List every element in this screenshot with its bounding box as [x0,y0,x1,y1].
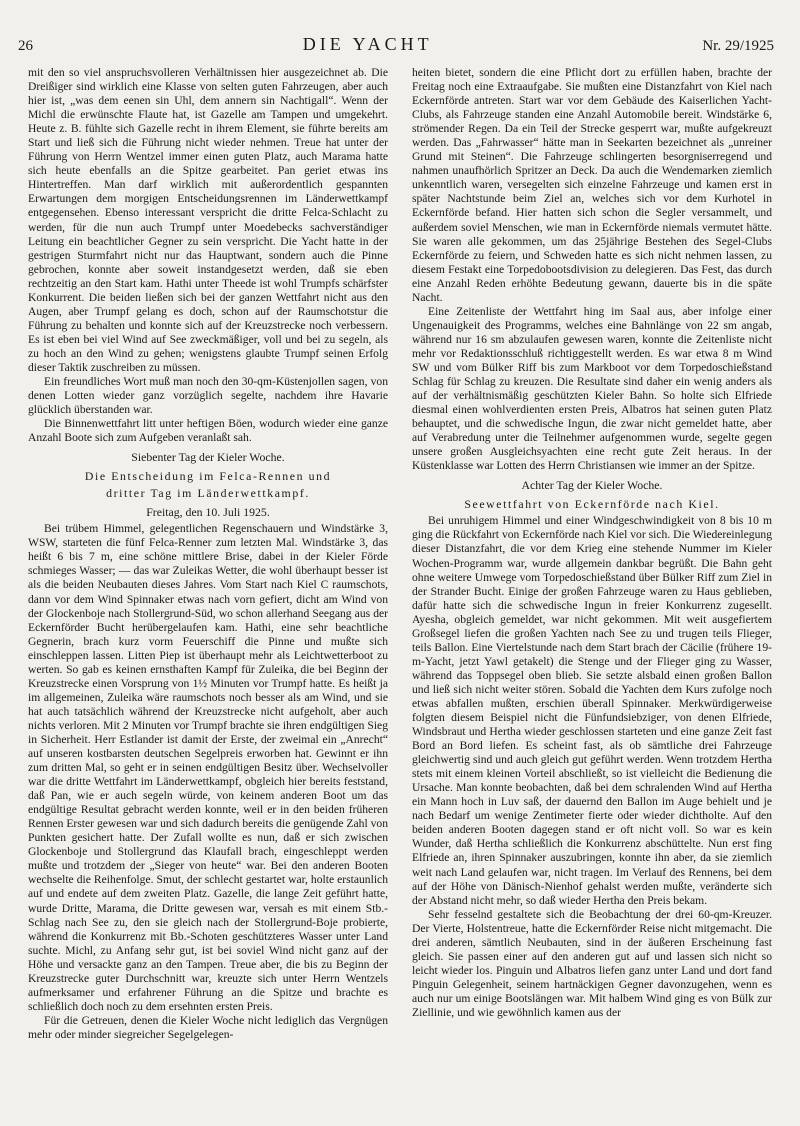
section-heading-day8: Achter Tag der Kieler Woche. [521,478,663,493]
issue-number: Nr. 29/1925 [702,38,774,54]
paragraph: Bei trübem Himmel, gelegentlichen Regenschauern und Windstärke 3, WSW, starteten die fünf Felca-Renner zum letzten Mal. Windstärke 3, das heißt 6 bis 7 m, eine schöne mittlere Brise, dabei in der Kieler Förde schmieges Wasser; — das war Zuleikas Wetter, die wohl überhaupt besser ist als die beiden Neubauten dieses Jahres. Vom Start nach Kiel C raumschots, dann vor dem Wind Spinnaker etwas nach vorn gefiert, dicht am Wind von der Glockenboje nach Stollergrund-Süd, wo schon allerhand Seegang aus der Eckernförder Bucht herübergelaufen kam. Hathi, eine sehr beachtliche Gegnerin, brach kurz vorm Feuerschiff die Pinne und mußte sich einschleppen lassen. Litten Piep ist überhaupt mehr als Leichtwetterboot zu werten. So gab es keinen ernsthaften Kampf für Zuleika, die bei Beginn der Kreuzstrecke einen Vorsprung von 1½ Minuten vor Trumpf hatte. Es heißt ja im allgemeinen, Zuleika wäre raumschots noch besser als am Wind, und sie hat auch tatsächlich während der Kreuzstrecke nicht aufgeholt, aber auch nichts verloren. Mit 2 Minuten vor Trumpf brachte sie ihren endgültigen Sieg in Sicherheit. Herr Estlander ist damit der Erste, der zweimal ein „Anrecht“ auf unseren kostbarsten deutschen Segelpreis erworben hat. Gewinnt er ihn zum dritten Mal, so geht er in seinen endgültigen Besitz über. Wechselvoller war die dritte Wettfahrt im Länderwettkampf, obgleich hier bereits feststand, daß Pan, wie er auch segeln würde, von keinem anderen Boot um das endgültige Resultat gebracht werden konnte, weil er in den beiden früheren Rennen Erster gewesen war und sich dadurch bereits die genügende Zahl von Punkten gesichert hatte. Der Zufall wollte es nun, daß er sich zwischen Glockenboje und Stollergrund das Klaufall brach, eingeschleppt werden mußte und trotzdem der „Sieger von heute“ war. Bei den anderen Booten wechselte die Reihenfolge. Smut, der schlecht gestartet war, holte erstaunlich auf und endete auf dem zweiten Platz. Gazelle, die lange Zeit geführt hatte, wurde Dritte, Marama, die Dritte gewesen war, versah es mit einem Stb.-Schlag nach See zu, den sie gleich nach der Stollergrund-Boje probierte, während die Konkurrenz mit Bb.-Schoten geschützteres Wasser unter Land suchte. Michl, zu Anfang sehr gut, ist bei soviel Wind nicht ganz auf der Höhe und versackte ganz an den Tampen. Treue aber, die bis zu Beginn der Kreuzstrecke guter Durchschnitt war, kreuzte sich unter Herrn Wentzels aufmerksamer und erfahrener Führung an die Spitze und brachte es schließlich doch noch zu dem ersehnten ersten Preis. [28,522,388,1013]
paragraph: Eine Zeitenliste der Wettfahrt hing im Saal aus, aber infolge einer Ungenauigkeit des Programms, welches eine Bahnlänge von 22 sm angab, während nur 16 sm abzulaufen gewesen waren, konnte die Zeitenliste nicht mehr vor Redaktionsschluß richtiggestellt werden. Es war etwa 8 m Wind SW und vom Bülker Riff bis zum Markboot vor dem Torpedoschießstand Schlag für Schlag zu kreuzen. Die Resultate sind daher ein wenig anders als auf der verhältnismäßig geschützten Kieler Bahn. So holte sich Elfriede diesmal einen wohlverdienten ersten Preis, Albatros hat seinen guten Platz behauptet, und die schwedische Ingun, die zwar nicht gemeldet hatte, aber auf Verabredung unter die Teilnehmer aufgenommen wurde, segelte gegen unsere großen Ausgleichsyachten eine recht gute Zeit heraus. In der Küstenklasse war Lotten des Herrn Christiansen wie immer an der Spitze. [412,304,772,473]
section-subheading: Die Entscheidung im Felca-Rennen und [84,469,332,484]
section-heading-day7: Siebenter Tag der Kieler Woche. [131,450,285,465]
section-date: Freitag, den 10. Juli 1925. [146,505,270,520]
left-column [28,66,388,1118]
page-header [18,34,774,56]
magazine-title: DIE YACHT [302,34,433,54]
paragraph: Bei unruhigem Himmel und einer Windgeschwindigkeit von 8 bis 10 m ging die Rückfahrt von Eckernförde nach Kiel vor sich. Die Wiedereinlegung dieser Distanzfahrt, die vor dem Krieg eine stehende Nummer im Kieler Wochen-Programm war, wurde allgemein dankbar begrüßt. Die Bahn geht ohne weitere Umwege vom Torpedoschießstand über Bülker Riff zum Ziel in der Strander Bucht. Einige der großen Fahrzeuge waren zu Haus geblieben, dafür hatte sich die schwedische Ingun in freier Konkurrenz zugesellt. Ayesha, obgleich gemeldet, war nicht gekommen. Mit weit ausgefiertem Großsegel liefen die großen Yachten nach See zu und trugen teils Flieger, teils Ballon. Eine Viertelstunde nach dem Start brach der Cäcilie (frühere 19-m-Yacht, jetzt Yawl getakelt) die Stenge und der Flieger ging zu Wasser, während das Toppsegel oben blieb. Sie setzte alsbald einen großen Ballon und ließ sich nicht weiter stören. Sobald die Yachten dem Kurs zufolge noch etwas abfallen mußten, erschien überall Spinnaker. Merkwürdigerweise folgten diesem Beispiel nicht die Fünfundsiebziger, von denen Elfriede, Windsbraut und Hertha wieder geschlossen starteten und eine ganze Zeit fast Bord an Bord liefen. Es scheint fast, als ob sämtliche drei Fahrzeuge gleichwertig sind und auch gleich gut geführt werden. Wenn trotzdem Hertha stets mit einem kleinen Vorteil abschließt, so ist vielleicht die Bedienung die Ursache. Man konnte beobachten, daß bei dem schralenden Wind auf Hertha ein Mann hoch in Luv saß, der dauernd den Ballon im Auge behielt und je nach Bedarf um wenige Zentimeter fierte oder wieder dichtholte. Auf den beiden anderen Booten dagegen stand er oft nicht voll. So war es kein Wunder, daß Hertha schließlich die Konkurrenz abschüttelte. Nun erst fing Elfriede an, ihren Spinnaker auszubringen, konnte ihn aber, da sie ziemlich weit nach Land gelaufen war, nicht tragen. Im Verlauf des Rennens, bei dem auf der Höhe von Dänisch-Nienhof gehalst werden mußte, veränderte sich der Abstand nicht mehr, so daß wieder Hertha den Preis bekam. [412,514,772,907]
paragraph: mit den so viel anspruchsvolleren Verhältnissen hier ausgezeichnet ab. Die Dreißiger sind wirklich eine Klasse von selten guten Fahrzeugen, aber auch hier ist, „was dem eenen sin Uhl, dem annern sin Nachtigall“. Wenn der Michl die erwünschte Flaute hat, ist Gazelle am Tampen und umgekehrt. Heute z. B. fühlte sich Gazelle recht in ihrem Element, sie führte bereits am Start und ließ sich die Führung nicht wieder nehmen. Treue hat unter der Führung von Herrn Wentzel immer einen guten Platz, auch Marama hatte sich heute ebenfalls an die Spitze gearbeitet. Pan geriet etwas ins Hintertreffen. Man darf wirklich mit außerordentlich gespannten Erwartungen dem morgigen Entscheidungsrennen im Länderwettkampf entgegensehen. Ebenso interessant verspricht die dritte Felca-Schlacht zu werden, für die nun auch Trumpf unter Moedebecks sachverständiger Leitung ein beachtlicher Gegner zu sein verspricht. Die Yacht hatte in der gestrigen Sturmfahrt nicht nur das Hauptwant, sondern auch die Pinne gebrochen, konnte aber soweit instandgesetzt werden, daß sie eben rechtzeitig an den Start kam. Hathi unter Theede ist wohl Trumpfs schärfster Konkurrent. Die beiden ließen sich bei der ganzen Wettfahrt nicht aus den Augen, aber Trumpf gelang es doch, schon auf der Raumschotstur die Führung zu behalten und konnte sich auf der Kreuzstrecke noch verbessern. Es ist eben bei viel Wind auf See zweckmäßiger, voll und bei zu segeln, als zu hoch an den Wind zu gehen; wenigstens glaubte Trumpf seinen Erfolg dieser Taktik zuschreiben zu müssen. [28,66,388,374]
section-subheading: dritter Tag im Länderwettkampf. [106,486,310,501]
paragraph: Ein freundliches Wort muß man noch den 30-qm-Küstenjollen sagen, von denen Lotten wieder ganz vorzüglich segelte, nachdem ihre Havarie glücklich überstanden war. [28,375,388,417]
page-number: 26 [18,38,33,54]
right-column [412,66,772,1118]
paragraph: Die Binnenwettfahrt litt unter heftigen Böen, wodurch wieder eine ganze Anzahl Boote sich zum Aufgeben veranlaßt sah. [28,417,388,445]
section-subheading: Seewettfahrt von Eckernförde nach Kiel. [464,497,720,512]
paragraph: Für die Getreuen, denen die Kieler Woche nicht lediglich das Vergnügen mehr oder minder siegreicher Segelgelegen- [28,1013,388,1041]
paragraph: heiten bietet, sondern die eine Pflicht dort zu erfüllen haben, brachte der Freitag noch eine Extraaufgabe. Sie mußten eine Distanzfahrt von Kiel nach Eckernförde antreten. Start war vor dem Gebäude des Kaiserlichen Yacht-Clubs, als Fahrzeuge standen eine Anzahl Automobile bereit. Windstärke 6, strömender Regen. Da ein Teil der Strecke gesperrt war, mußte aufgekreuzt werden. Das „Fahrwasser“ hätte man in Seekarten bezeichnet als „unreiner Grund mit Steinen“. Die Fahrzeuge schlingerten besorgniserregend und nahmen unaufhörlich Spritzer an Deck. Da auch die Wendemarken ziemlich unkenntlich waren, versegelten sich einzelne Fahrzeuge und kamen erst in später Nachtstunde beim Ziel an, welches sich vor dem Kurhotel in Eckernförde befand. Hier hatten sich schon die Segler versammelt, und außerdem soviel Menschen, wie man in Eckernförde niemals vermutet hätte. Sie waren alle gekommen, um das 25jährige Bestehen des Segel-Clubs Eckernförde zu feiern, und Schweden hatte es sich nicht nehmen lassen, zu diesem Festakt eine Torpedobootsdivision zu delegieren. Das Fest, das durch eine Anzahl Reden erhöhte Bedeutung gewann, dauerte bis in die späte Nacht. [412,66,772,304]
paragraph: Sehr fesselnd gestaltete sich die Beobachtung der drei 60-qm-Kreuzer. Der Vierte, Holstentreue, hatte die Eckernförder Reise nicht mitgemacht. Die drei anderen, sämtlich Neubauten, sind in der äußeren Erscheinung fast gleich. Sie passen einer auf den anderen gut auf und lassen sich nicht so leicht wieder los. Pinguin und Albatros liefen ganz unter Land und dort fand Pinguin Gelegenheit, seinem hartnäckigen Gegner davonzugehen, wenn es auch nur um einige Bootslängen war. Mit halbem Wind ging es von Bülk zur Ziellinie, und wie gewöhnlich kamen aus der [412,907,772,1019]
